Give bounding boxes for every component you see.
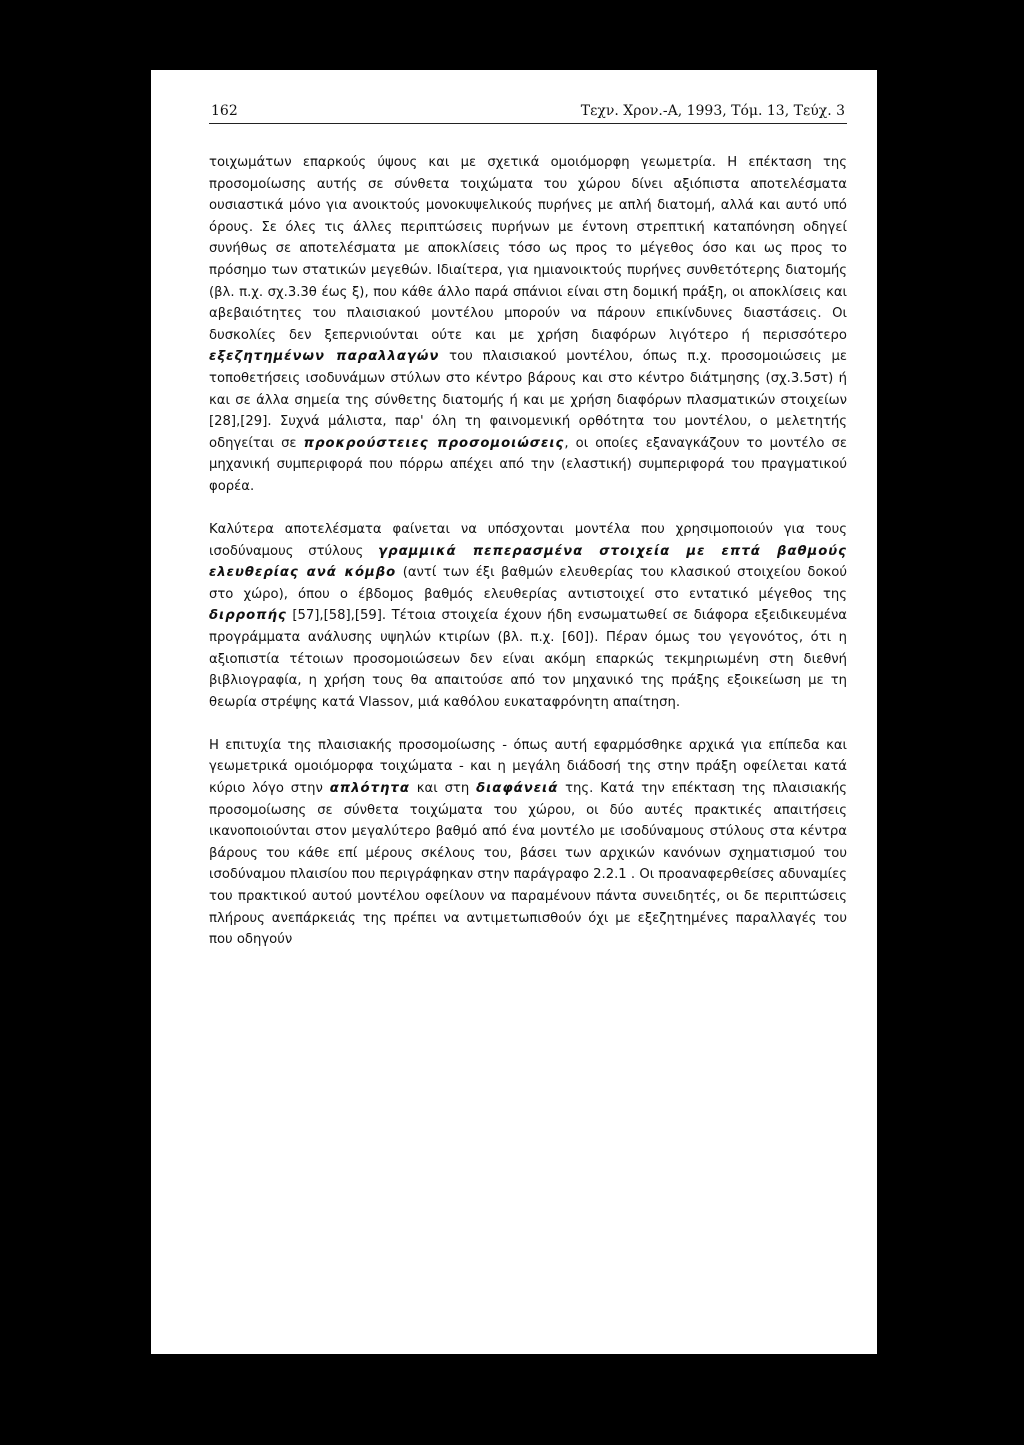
- text-run: (αντί των έξι βαθμών ελευθερίας του κλασικού στοιχείου δοκού στο χώρο), όπου ο έβδομος βαθμός ελευθερίας αντιστοιχεί στο εντατικό μέγεθος της: [209, 565, 847, 602]
- emphasis-run: απλότητα: [329, 781, 410, 797]
- text-run: της. Κατά την επέκταση της πλαισιακής προσομοίωσης σε σύνθετα τοιχώματα του χώρου, οι δύο αυτές πρακτικές απαιτήσεις ικανοποιούνται στον μεγαλύτερο βαθμό από ένα μοντέλο με ισοδύναμους στύλους στα κέντρα βάρους του κάθε επί μέρους σκέλους του, βάσει των αρχικών κανόνων σχηματισμού του ισοδύναμου πλαισίου που περιγράφηκαν στην παράγραφο 2.2.1 . Οι προαναφερθείσες αδυναμίες του πρακτικού αυτού μοντέλου οφείλουν να παραμένουν πάντα συνειδητές, οι δε περιπτώσεις πλήρους ανεπάρκειάς της πρέπει να αντιμετωπισθούν όχι με εξεζητημένες παραλλαγές του που οδηγούν: [209, 781, 847, 948]
- paragraph-2: [209, 519, 847, 713]
- emphasis-run: προκρούστειες προσομοιώσεις: [303, 435, 565, 451]
- emphasis-run: διαφάνειά: [476, 781, 559, 797]
- paragraph-3: [209, 735, 847, 951]
- emphasis-run: γραμμικά πεπερασμένα στοιχεία με επτά βαθμούς ελευθερίας ανά κόμβο: [209, 543, 847, 581]
- emphasis-run: εξεζητημένων παραλλαγών: [209, 349, 440, 365]
- text-run: Καλύτερα αποτελέσματα φαίνεται να υπόσχονται μοντέλα που χρησιμοποιούν για τους ισοδύναμους στύλους: [209, 522, 847, 559]
- text-run: του πλαισιακού μοντέλου, όπως π.χ. προσομοιώσεις με τοποθετήσεις ισοδυνάμων στύλων στο κέντρο βάρους και στο κέντρο διάτμησης (σχ.3.5στ) ή και σε άλλα σημεία της σύνθετης διατομής ή και με χρήση διαφόρων πλασματικών στοιχείων [28],[29]. Συχνά μάλιστα, παρ' όλη τη φαινομενική ορθότητα του μοντέλου, ο μελετητής οδηγείται σε: [209, 349, 847, 451]
- text-run: τοιχωμάτων επαρκούς ύψους και με σχετικά ομοιόμορφη γεωμετρία. Η επέκταση της προσομοίωσης αυτής σε σύνθετα τοιχώματα του χώρου δίνει αξιόπιστα αποτελέσματα ουσιαστικά μόνο για ανοικτούς μονοκυψελικούς πυρήνες με απλή διατομή, αλλά και αυτό υπό όρους. Σε όλες τις άλλες περιπτώσεις πυρήνων με έντονη στρεπτική καταπόνηση οδηγεί συνήθως σε αποτελέσματα με αποκλίσεις τόσο ως προς το μέγεθος όσο και ως προς το πρόσημο των στατικών μεγεθών. Ιδιαίτερα, για ημιανοικτούς πυρήνες συνθετότερης διατομής (βλ. π.χ. σχ.3.3θ έως ξ), που κάθε άλλο παρά σπάνιοι είναι στη δομική πράξη, οι αποκλίσεις και αβεβαιότητες του πλαισιακού μοντέλου μπορούν να πάρουν επικίνδυνες διαστάσεις. Οι δυσκολίες δεν ξεπερνιούνται ούτε και με χρήση διαφόρων λιγότερο ή περισσότερο: [209, 155, 847, 343]
- text-run: , οι οποίες εξαναγκάζουν το μοντέλο σε μηχανική συμπεριφορά που πόρρω απέχει από την (ελαστική) συμπεριφορά του πραγματικού φορέα.: [209, 435, 847, 494]
- text-run: [57],[58],[59]. Τέτοια στοιχεία έχουν ήδη ενσωματωθεί σε διάφορα εξειδικευμένα προγράμματα ανάλυσης υψηλών κτιρίων (βλ. π.χ. [60]). Πέραν όμως του γεγονότος, ότι η αξιοπιστία τέτοιων προσομοιώσεων δεν είναι ακόμη επαρκώς τεκμηριωμένη στη διεθνή βιβλιογραφία, η χρήση τους θα απαιτούσε από τον μηχανικό της πράξης εξοικείωση με τη θεωρία στρέψης κατά Vlassov, μιά καθόλου ευκαταφρόνητη απαίτηση.: [209, 608, 847, 710]
- running-header: [211, 103, 845, 123]
- header-rule: [209, 123, 847, 124]
- emphasis-run: διρροπής: [209, 608, 287, 624]
- body-text: [209, 152, 847, 951]
- text-run: και στη: [409, 781, 477, 797]
- journal-citation: Τεχν. Χρον.-Α, 1993, Τόμ. 13, Τεύχ. 3: [580, 103, 845, 119]
- document-page: [151, 70, 877, 1354]
- paragraph-1: [209, 152, 847, 498]
- page-number: 162: [211, 103, 238, 119]
- text-run: Η επιτυχία της πλαισιακής προσομοίωσης - όπως αυτή εφαρμόσθηκε αρχικά για επίπεδα και γεωμετρικά ομοιόμορφα τοιχώματα - και η μεγάλη διάδοσή της στην πράξη οφείλεται κατά κύριο λόγο στην: [209, 737, 847, 797]
